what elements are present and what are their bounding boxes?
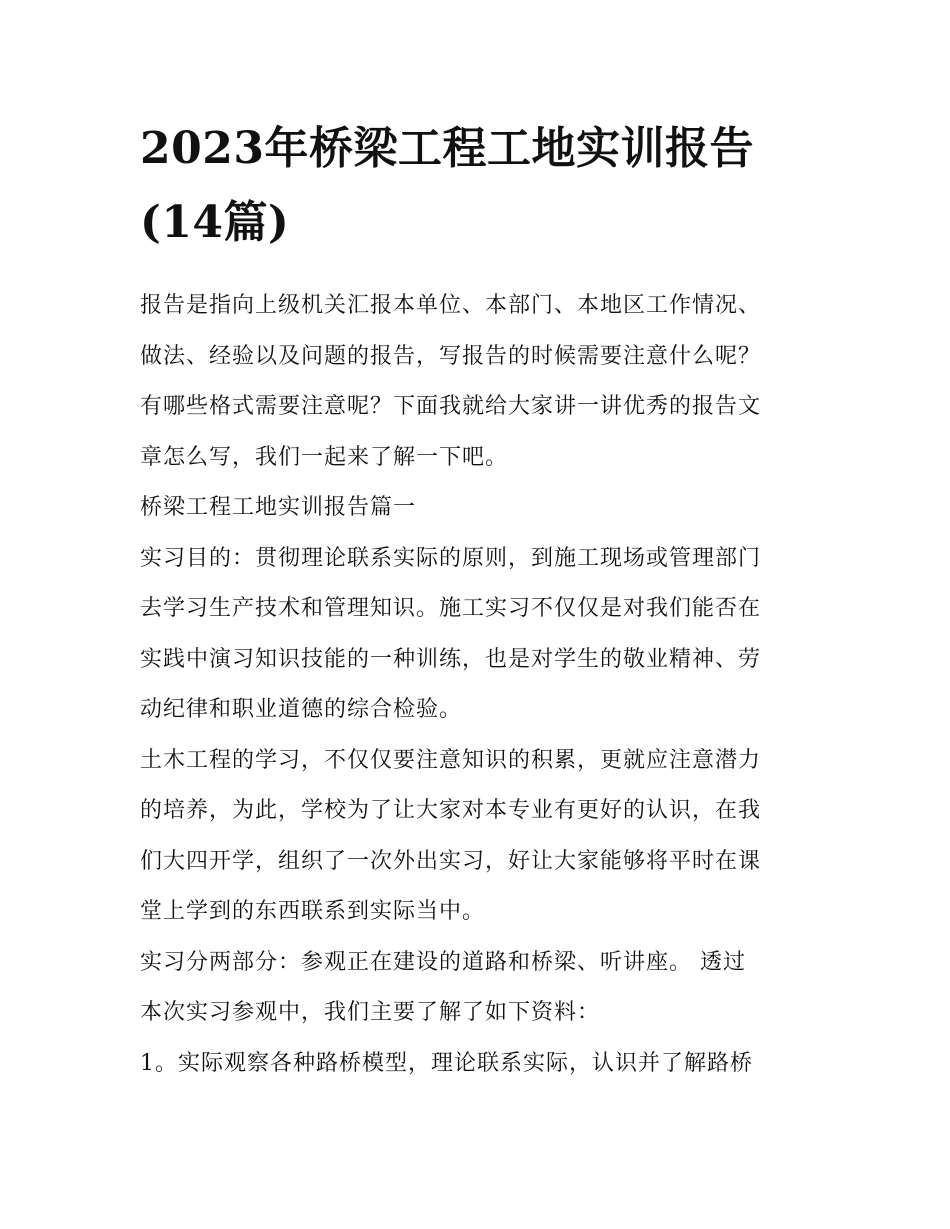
- text-line: 有哪些格式需要注意呢？下面我就给大家讲一讲优秀的报告文: [140, 394, 762, 419]
- text-line: 土木工程的学习，不仅仅要注意知识的积累，更就应注意潜力: [140, 747, 762, 773]
- text-line: 实习目的：贯彻理论联系实际的原则，到施工现场或管理部门: [140, 545, 762, 571]
- text-line: 动纪律和职业道德的综合检验。: [140, 697, 463, 722]
- purpose-paragraph: [140, 534, 820, 736]
- title-line: 2023年桥梁工程工地实训报告: [140, 123, 754, 174]
- intro-paragraph: [140, 281, 820, 483]
- text-line: 本次实习参观中，我们主要了解了如下资料：: [140, 1000, 601, 1025]
- text-line: 的培养，为此，学校为了让大家对本专业有更好的认识，在我: [140, 798, 762, 823]
- text-line: 们大四开学，组织了一次外出实习，好让大家能够将平时在课: [140, 848, 762, 874]
- text-line: 桥梁工程工地实训报告篇一: [140, 495, 417, 520]
- document-body: [140, 281, 820, 1089]
- text-line: 做法、经验以及问题的报告，写报告的时候需要注意什么呢？: [140, 343, 762, 369]
- text-line: 堂上学到的东西联系到实际当中。: [140, 899, 486, 924]
- study-paragraph: [140, 736, 820, 938]
- text-line: 章怎么写，我们一起来了解一下吧。: [140, 444, 509, 470]
- text-line: 实践中演习知识技能的一种训练，也是对学生的敬业精神、劳: [140, 646, 762, 672]
- text-line: 实习分两部分：参观正在建设的道路和桥梁、听讲座。 透过: [140, 949, 746, 975]
- list-item: [140, 1039, 820, 1090]
- parts-paragraph: [140, 938, 820, 1039]
- text-line: 去学习生产技术和管理知识。施工实习不仅仅是对我们能否在: [140, 596, 762, 621]
- text-line: 1。实际观察各种路桥模型，理论联系实际，认识并了解路桥: [140, 1050, 753, 1076]
- document-page: [140, 112, 820, 1089]
- document-title: [140, 112, 820, 260]
- title-line: (14篇): [140, 197, 290, 248]
- text-line: 报告是指向上级机关汇报本单位、本部门、本地区工作情况、: [140, 293, 762, 318]
- section-heading: [140, 483, 820, 534]
